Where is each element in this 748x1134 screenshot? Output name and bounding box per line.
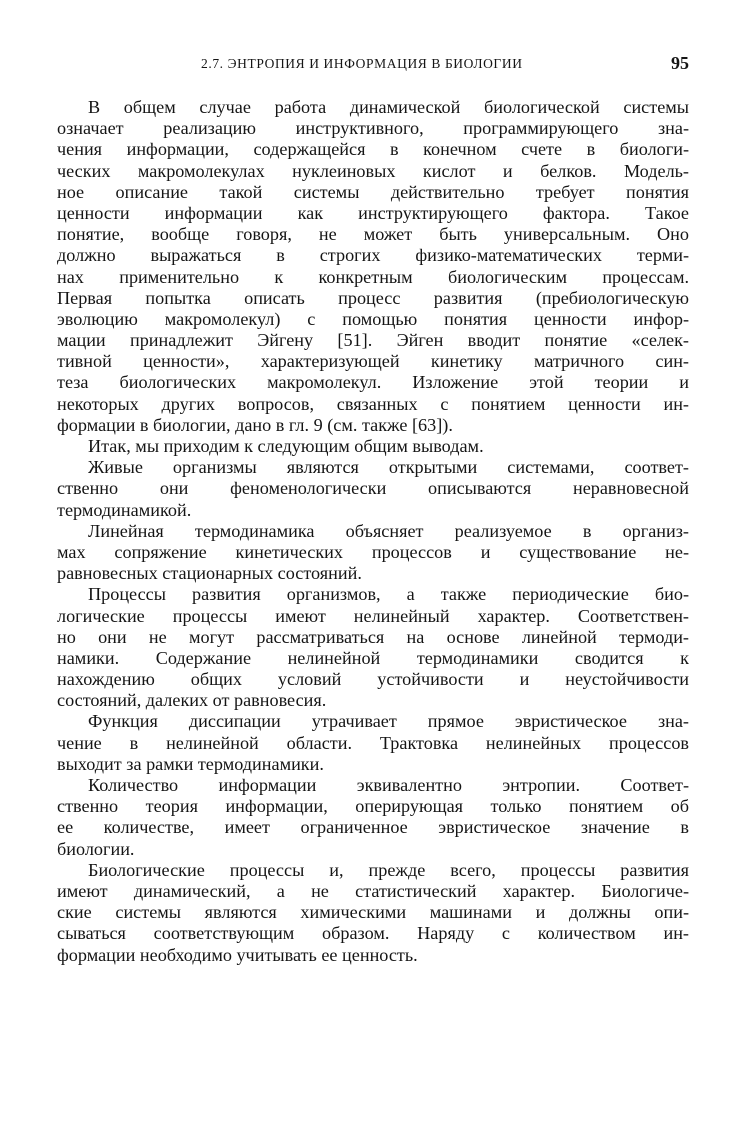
running-header <box>60 52 692 78</box>
text-line: ские системы являются химическими машинами и должны опи- <box>57 902 689 923</box>
text-line: Линейная термодинамика объясняет реализуемое в организ- <box>88 520 689 541</box>
text-line: Первая попытка описать процесс развития (пребиологическую <box>57 287 689 308</box>
text-line: Процессы развития организмов, а также периодические био- <box>88 584 689 605</box>
text-line: формации необходимо учитывать ее ценность. <box>57 944 418 965</box>
paragraph <box>57 97 689 436</box>
text-line: Биологические процессы и, прежде всего, процессы развития <box>88 859 689 880</box>
body-text <box>57 97 689 966</box>
paragraph <box>57 521 689 585</box>
text-line: чение в нелинейной области. Трактовка нелинейных процессов <box>57 732 689 753</box>
text-line: тивной ценности», характеризующей кинетику матричного син- <box>57 351 689 372</box>
text-line: теза биологических макромолекул. Изложение этой теории и <box>57 372 689 393</box>
text-line: термодинамикой. <box>57 499 192 520</box>
text-line: понятие, вообще говоря, не может быть универсальным. Оно <box>57 224 689 245</box>
text-line: означает реализацию инструктивного, программирующего зна- <box>57 118 689 139</box>
text-line: чения информации, содержащейся в конечном счете в биологи- <box>57 139 689 160</box>
text-line: Живые организмы являются открытыми системами, соответ- <box>88 457 689 478</box>
paragraph <box>57 436 689 457</box>
text-line: нах применительно к конкретным биологическим процессам. <box>57 266 689 287</box>
text-line: эволюцию макромолекул) с помощью понятия ценности инфор- <box>57 308 689 329</box>
text-line: логические процессы имеют нелинейный характер. Соответствен- <box>57 605 689 626</box>
text-line: ее количестве, имеет ограниченное эвристическое значение в <box>57 817 689 838</box>
paragraph <box>57 711 689 775</box>
paragraph <box>57 860 689 966</box>
text-line: мации принадлежит Эйгену [51]. Эйген вводит понятие «селек- <box>57 330 689 351</box>
text-line: ческих макромолекулах нуклеиновых кислот и белков. Модель- <box>57 160 689 181</box>
text-line: нахождению общих условий устойчивости и неустойчивости <box>57 669 689 690</box>
text-line: намики. Содержание нелинейной термодинамики сводится к <box>57 647 689 668</box>
paragraph <box>57 457 689 521</box>
text-line: Итак, мы приходим к следующим общим выводам. <box>88 436 484 456</box>
text-line: биологии. <box>57 838 135 859</box>
text-line: формации в биологии, дано в гл. 9 (см. также [63]). <box>57 414 453 435</box>
text-line: Количество информации эквивалентно энтропии. Соответ- <box>88 775 689 795</box>
text-line: сываться соответствующим образом. Наряду с количеством ин- <box>57 923 689 944</box>
text-line: ственно они феноменологически описываются неравновесной <box>57 478 689 499</box>
text-line: выходит за рамки термодинамики. <box>57 753 324 774</box>
text-line: имеют динамический, а не статистический характер. Биологиче- <box>57 880 689 901</box>
text-line: должно выражаться в строгих физико-математических терми- <box>57 245 689 266</box>
text-line: мах сопряжение кинетических процессов и существование не- <box>57 541 689 562</box>
running-title: 2.7. ЭНТРОПИЯ И ИНФОРМАЦИЯ В БИОЛОГИИ <box>201 56 523 71</box>
paragraph <box>57 584 689 711</box>
text-line: В общем случае работа динамической биологической системы <box>88 97 689 117</box>
paragraph <box>57 775 689 860</box>
text-line: Функция диссипации утрачивает прямое эвристическое зна- <box>88 711 689 732</box>
text-line: но они не могут рассматриваться на основе линейной термоди- <box>57 626 689 647</box>
text-line: состояний, далеких от равновесия. <box>57 690 327 711</box>
text-line: равновесных стационарных состояний. <box>57 563 362 584</box>
text-line: ственно теория информации, оперирующая только понятием об <box>57 796 689 817</box>
text-line: некоторых других вопросов, связанных с понятием ценности ин- <box>57 393 689 414</box>
text-line: ценности информации как инструктирующего фактора. Такое <box>57 202 689 223</box>
text-line: ное описание такой системы действительно требует понятия <box>57 181 689 202</box>
page-number: 95 <box>671 53 689 73</box>
